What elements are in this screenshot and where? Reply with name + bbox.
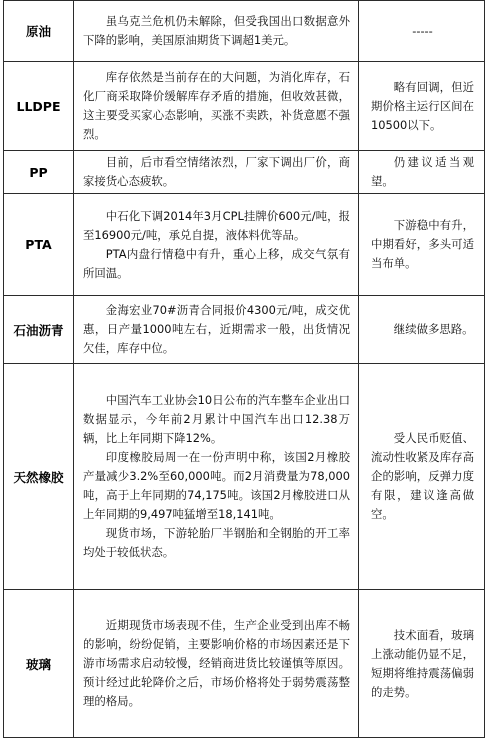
- table-row-natural-rubber: [4, 364, 485, 590]
- view-cell: [359, 364, 485, 590]
- commodity-name: 原油: [4, 1, 74, 62]
- analysis-paragraph: 金海宏业70#沥青合同报价4300元/吨，成交优惠，日产量1000吨左右，近期需求一般，出货情况欠佳，库存中位。: [83, 303, 350, 355]
- view-cell: [359, 1, 485, 62]
- view-text: 略有回调，但近期价格主运行区间在10500以下。: [371, 79, 474, 132]
- commodity-name: PTA: [4, 194, 74, 296]
- analysis-cell: [74, 194, 359, 296]
- commodity-name: 玻璃: [4, 590, 74, 738]
- view-cell: [359, 194, 485, 296]
- view-text: 仍建议适当观望。: [371, 155, 474, 188]
- table-row-crude-oil: [4, 1, 485, 62]
- analysis-paragraph: 近期现货市场表现不佳，生产企业受到出库不畅的影响，纷纷促销，主要影响价格的市场因素还是下游市场需求启动较慢，经销商进货比较谨慎等原因。预计经过此轮降价之后，市场价格将处于弱势震荡整理的格局。: [83, 618, 350, 708]
- table-row-pta: [4, 194, 485, 296]
- analysis-cell: [74, 590, 359, 738]
- analysis-paragraph: PTA内盘行情稳中有升，重心上移，成交气氛有所回温。: [83, 246, 350, 280]
- analysis-cell: [74, 296, 359, 364]
- view-text: -----: [412, 23, 433, 38]
- table-row-lldpe: [4, 62, 485, 151]
- analysis-paragraph: 现货市场，下游轮胎厂半钢胎和全钢胎的开工率均处于较低状态。: [83, 526, 350, 559]
- analysis-paragraph: 库存依然是当前存在的大问题，为消化库存，石化厂商采取降价缓解库存矛盾的措施，但收效甚微，这主要受买家心态影响，买涨不卖跌，补货意愿不强烈。: [83, 70, 350, 141]
- commodity-name: PP: [4, 151, 74, 194]
- analysis-paragraph: 目前，后市看空情绪浓烈，厂家下调出厂价，商家接货心态疲软。: [83, 155, 350, 188]
- analysis-paragraph: 虽乌克兰危机仍未解除，但受我国出口数据意外下降的影响，美国原油期货下调超1美元。: [83, 14, 350, 47]
- view-cell: [359, 590, 485, 738]
- analysis-cell: [74, 1, 359, 62]
- table-row-asphalt: [4, 296, 485, 364]
- analysis-paragraph: 印度橡胶局周一在一份声明中称，该国2月橡胶产量减少3.2%至60,000吨。而2月消费量为78,000吨，高于上年同期的74,175吨。该国2月橡胶进口从上年同期的9,497吨猛增至18,141吨。: [83, 450, 350, 521]
- view-cell: [359, 62, 485, 151]
- view-cell: [359, 296, 485, 364]
- view-cell: [359, 151, 485, 194]
- analysis-cell: [74, 62, 359, 151]
- analysis-cell: [74, 151, 359, 194]
- analysis-paragraph: 中国汽车工业协会10日公布的汽车整车企业出口数据显示，今年前2月累计中国汽车出口12.38万辆，比上年同期下降12%。: [83, 393, 350, 445]
- commodity-name: 石油沥青: [4, 296, 74, 364]
- view-text: 继续做多思路。: [393, 322, 474, 336]
- commodity-name: 天然橡胶: [4, 364, 74, 590]
- analysis-cell: [74, 364, 359, 590]
- view-text: 技术面看，玻璃上涨动能仍显不足，短期将维持震荡偏弱的走势。: [371, 627, 474, 699]
- analysis-paragraph: 中石化下调2014年3月CPL挂牌价600元/吨，报至16900元/吨，承兑自提，液体料优等品。: [83, 208, 350, 242]
- table-row-pp: [4, 151, 485, 194]
- view-text: 下游稳中有升，中期看好，多头可适当布单。: [371, 218, 474, 270]
- view-text: 受人民币贬值、流动性收紧及库存高企的影响，反弹力度有限，建议逢高做空。: [371, 431, 474, 521]
- market-analysis-table: [3, 0, 485, 738]
- table-row-glass: [4, 590, 485, 738]
- commodity-name: LLDPE: [4, 62, 74, 151]
